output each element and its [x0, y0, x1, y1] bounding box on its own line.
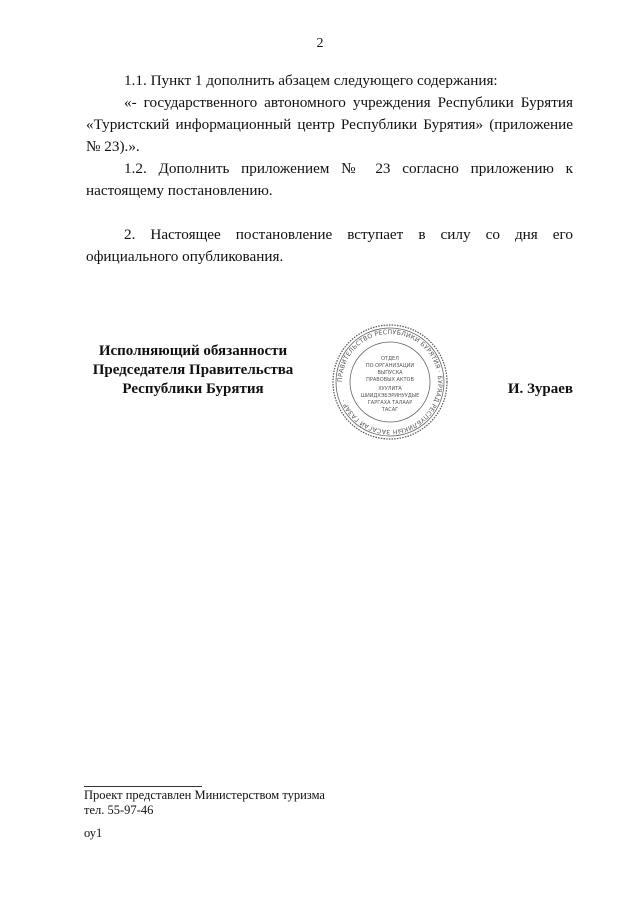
footnote [84, 788, 325, 818]
seal-center-text: ПРАВОВЫХ АКТОВ [366, 377, 414, 383]
paragraph-1-2: 1.2. Дополнить приложением № 23 согласно приложению к настоящему постановлению. [86, 160, 573, 199]
seal-center-text: ШИИДХЭБЭРИНУУДЫЕ [360, 393, 420, 399]
seal-center-text: ГАРГАХА ТАЛААР [367, 400, 413, 406]
seal-center-text: ПО ОРГАНИЗАЦИИ [365, 363, 415, 369]
seal-center-text: ВЫПУСКА [377, 370, 403, 376]
signatory-title-line: Республики Бурятия [122, 381, 264, 397]
page-number: 2 [316, 36, 324, 51]
document-body [86, 70, 573, 268]
footnote-phone: тел. 55-97-46 [84, 803, 154, 817]
signatory-title-line: Председателя Правительства [92, 362, 294, 378]
signatory-title [86, 342, 300, 399]
footnote-submitter: Проект представлен Министерством туризма [84, 788, 325, 802]
official-seal-stamp [330, 322, 450, 442]
seal-center-text: ОТДЕЛ [381, 356, 399, 362]
paragraph-1-1: 1.1. Пункт 1 дополнить абзацем следующего содержания: [124, 72, 498, 89]
seal-center-text: ТАСАГ [381, 407, 399, 413]
signatory-name: И. Зураев [507, 381, 573, 397]
seal-ring-text: ПРАВИТЕЛЬСТВО РЕСПУБЛИКИ БУРЯТИЯ · БУРЯАД РЕСПУБЛИКЫН ЗАСАГАЙ ГАЗАР · [336, 328, 444, 436]
document-code: оу1 [84, 826, 103, 840]
paragraph-1-1-addition: «- государственного автономного учреждения Республики Бурятия «Туристский информационный центр Республики Бурятия» (приложение № 23).». [86, 94, 573, 155]
seal-center-text: ХУУЛИТА [378, 386, 402, 392]
signatory-title-line: Исполняющий обязанности [98, 343, 288, 359]
footnote-divider [84, 786, 202, 787]
paragraph-2: 2. Настоящее постановление вступает в силу со дня его официального опубликования. [86, 226, 573, 265]
